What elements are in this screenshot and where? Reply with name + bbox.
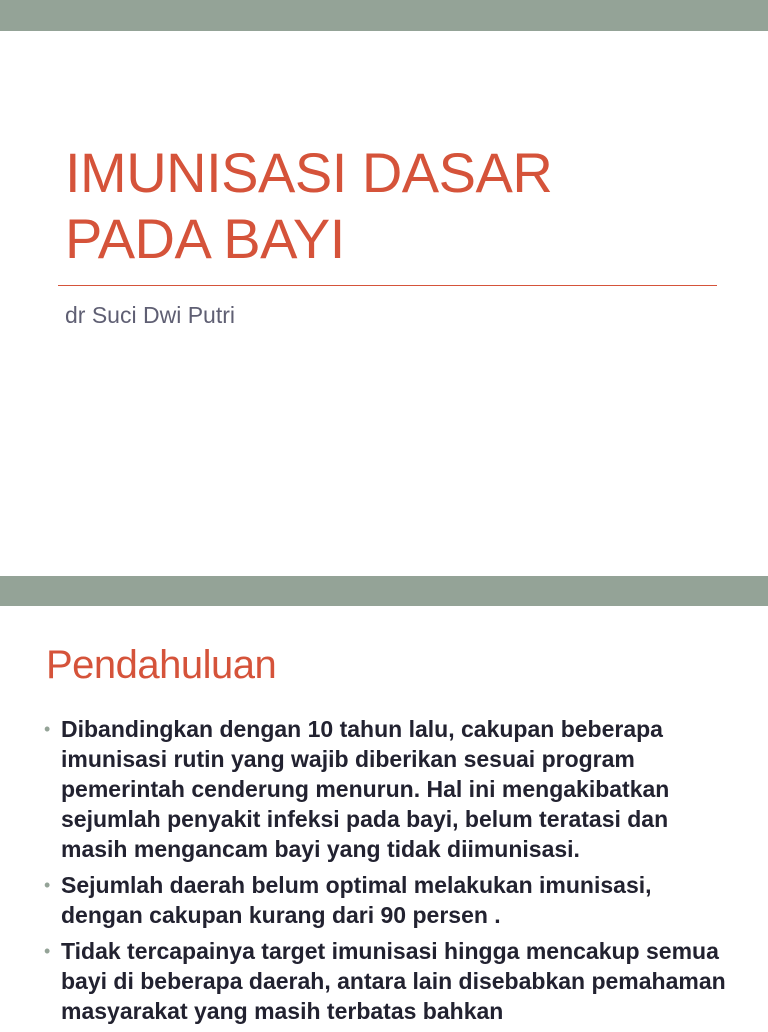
bullet-item <box>44 714 734 864</box>
bullet-text: Tidak tercapainya target imunisasi hingga mencakup semua bayi di beberapa daerah, antara lain disebabkan pemahaman masyarakat yang masih terbatas bahkan <box>61 938 726 1024</box>
slide1-title: IMUNISASI DASAR PADA BAYI <box>65 141 553 270</box>
bullet-text: Sejumlah daerah belum optimal melakukan imunisasi, dengan cakupan kurang dari 90 persen . <box>61 872 652 928</box>
bullet-dot-icon: • <box>44 941 51 961</box>
title-divider <box>58 285 717 286</box>
bullet-item <box>44 870 734 930</box>
bullet-list <box>44 714 734 1032</box>
slide1-top-band <box>0 0 768 31</box>
slide2-title: Pendahuluan <box>46 643 277 687</box>
slide2-top-band <box>0 576 768 606</box>
bullet-dot-icon: • <box>44 719 51 739</box>
bullet-item <box>44 936 734 1026</box>
bullet-dot-icon: • <box>44 875 51 895</box>
slide1-subtitle: dr Suci Dwi Putri <box>65 302 235 328</box>
bullet-text: Dibandingkan dengan 10 tahun lalu, cakupan beberapa imunisasi rutin yang wajib diberikan sesuai program pemerintah cenderung menurun. Hal ini mengakibatkan sejumlah penyakit infeksi pada bayi, belum teratasi dan masih mengancam bayi yang tidak diimunisasi. <box>61 716 670 862</box>
